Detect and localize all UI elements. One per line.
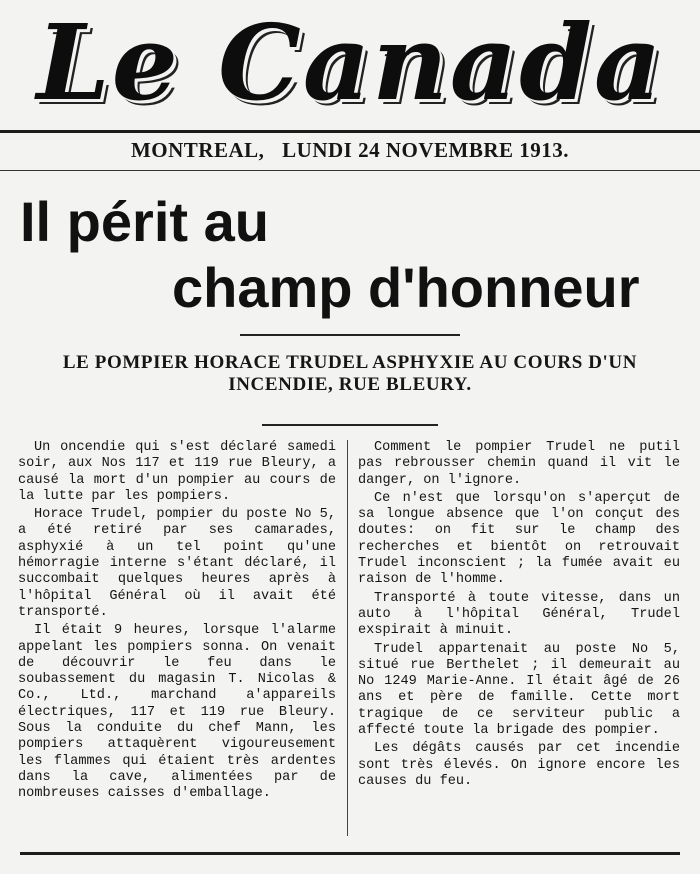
paragraph: Ce n'est que lorsqu'on s'aperçut de sa longue absence que l'on conçut des doutes: on fit sur le champ des recherches et bientôt on retrouvait Trudel inconscient ; la fumée avait eu raison de l'homme. [358,490,680,588]
article-column-right [358,440,680,792]
paragraph: Comment le pompier Trudel ne putil pas rebrousser chemin quand il vit le danger, on l'ignore. [358,440,680,488]
dateline [0,138,700,163]
article-column-left [18,440,336,805]
column-divider [347,440,348,836]
subhead-separator [262,424,438,426]
headline-separator [240,334,460,336]
dateline-rule [0,170,700,171]
paragraph: Il était 9 heures, lorsque l'alarme appelant les pompiers sonna. On venait de découvrir le feu dans le soubassement du magasin T. Nicolas & Co., Ltd., marchand a'appareils électriques, 117 et 119 rue Bleury. Sous la conduite du chef Mann, les pompiers attaquèrent vigoureusement les flammes qui étaient très ardentes dans la cave, alimentées par de nombreuses caisses d'emballage. [18,623,336,802]
masthead-title: Le Canada [36,1,664,124]
headline-line-2: champ d'honneur [172,256,640,319]
dateline-city: MONTREAL, [130,138,265,162]
subheadline: LE POMPIER HORACE TRUDEL ASPHYXIE AU COURS D'UN INCENDIE, RUE BLEURY. [62,352,638,395]
masthead-rule [0,130,700,133]
dateline-date: LUNDI 24 NOVEMBRE 1913. [282,138,570,162]
bottom-rule [20,852,680,855]
paragraph: Horace Trudel, pompier du poste No 5, a été retiré par ses camarades, asphyxié à un tel point qu'une hémorragie interne s'étant déclaré, il succombait quelques heures après à l'hôpital Général où il avait été transporté. [18,507,336,620]
paragraph: Un oncendie qui s'est déclaré samedi soir, aux Nos 117 et 119 rue Bleury, a causé la mort d'un pompier au cours de la lutte par les pompiers. [18,440,336,504]
masthead [0,0,700,132]
paragraph: Les dégâts causés par cet incendie sont très élevés. On ignore encore les causes du feu. [358,741,680,789]
paragraph: Trudel appartenait au poste No 5, situé rue Berthelet ; il demeurait au No 1249 Marie-Anne. Il était âgé de 26 ans et père de famille. Cette mort tragique de ce serviteur public a affecté toute la brigade des pompier. [358,641,680,739]
paragraph: Transporté à toute vitesse, dans un auto à l'hôpital Général, Trudel exspirait à minuit. [358,590,680,639]
headline-line-1: Il périt au [20,190,269,253]
